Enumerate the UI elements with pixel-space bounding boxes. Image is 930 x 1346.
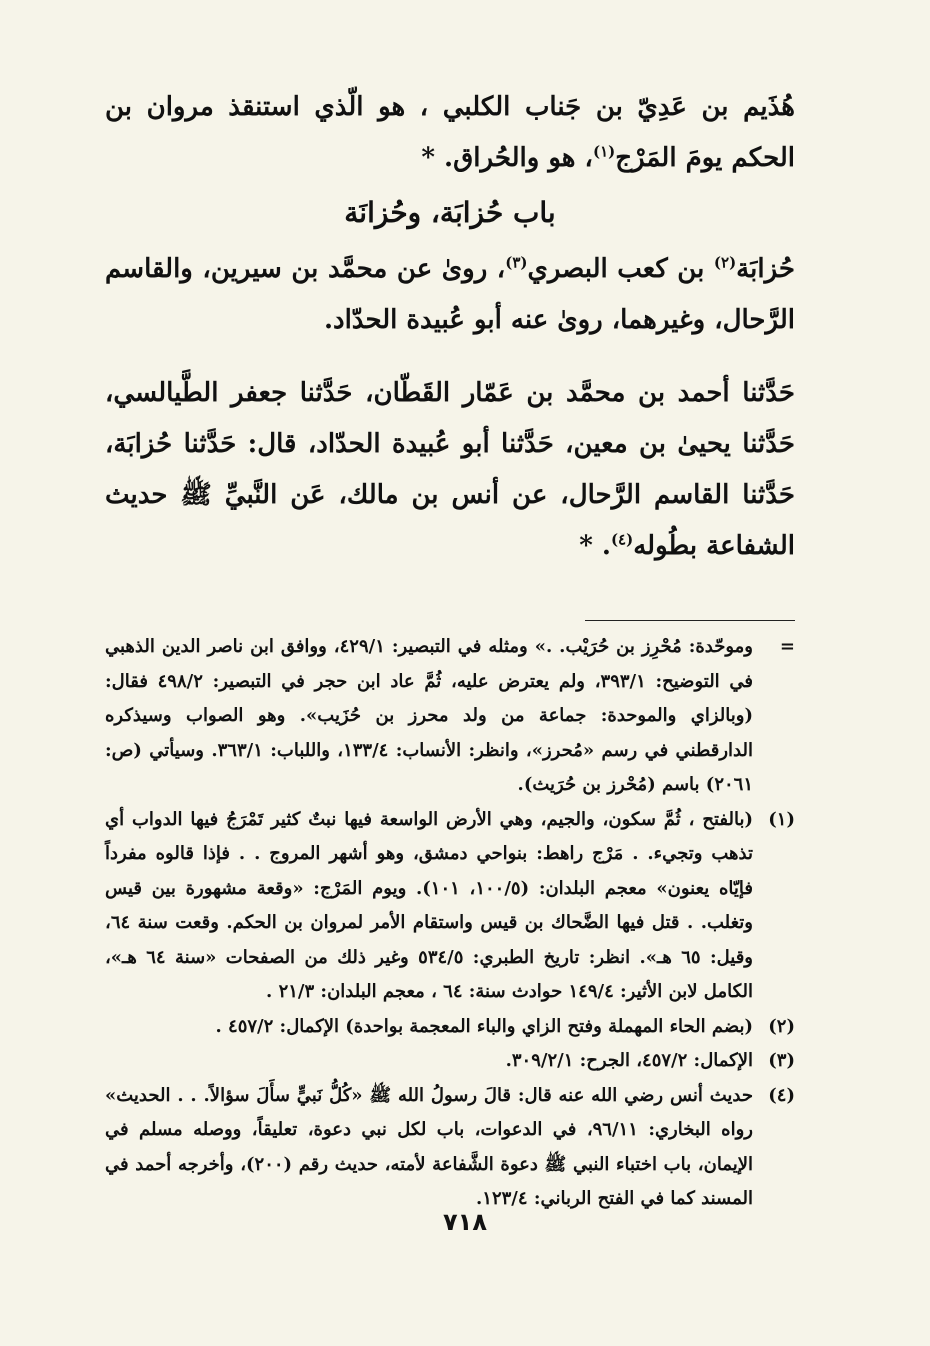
- footnote-marker: (١): [768, 808, 795, 830]
- main-text: [105, 82, 795, 572]
- paragraph-huzaba: [105, 244, 795, 346]
- footnote-ref-2: (٢): [713, 253, 737, 272]
- entry-nisba: بن كعب البصري: [527, 254, 714, 284]
- footnote-text: حديث أنس رضي الله عنه قال: قالَ رسولُ الله ﷺ «كُلُّ نَبيٍّ سأَلَ سؤالاً. . . الحديث» رواه البخاري: ٩٦/١١، في الدعوات، باب لكل نبي دعوة، تعليقاً، ووصله مسلم في الإيمان، باب اختباء النبي ﷺ دعوة الشَّفاعة لأمته، حديث رقم (٢٠٠)، وأخرجه أحمد في المسند كما في الفتح الرباني: ١٢٣/٤.: [105, 1084, 754, 1209]
- footnote-4: [105, 1079, 795, 1217]
- chapter-heading: باب حُزابَة، وحُزانَة: [344, 196, 556, 229]
- footnotes: [105, 630, 795, 1217]
- footnote-ref-4: (٤): [610, 530, 634, 549]
- paragraph-text: هُذَيم بن عَدِيّ بن جَناب الكلبي ، هو الّذي استنقذ مروان بن الحكم يومَ المَرْج: [105, 92, 795, 173]
- document-page: [105, 82, 795, 1209]
- footnote-text: وموحّدة: مُحْرِز بن حُرَيْب. .» ومثله في التبصير: ٤٢٩/١، ووافق ابن ناصر الدين الذهبي في التوضيح: ٣٩٣/١، ولم يعترض عليه، ثُمَّ عاد ابن حجر في التبصير: ٤٩٨/٢ فقال: (وبالزاي والموحدة: جماعة من ولد محرز بن حُزَيب». وهو الصواب وسيذكره الدارقطني في رسم «مُحرز»، وانظر: الأنساب: ١٣٣/٤، واللباب: ٣٦٣/١. وسيأتي (ص: ٢٠٦١) باسم (مُحْرز بن حُرَيث).: [105, 636, 753, 795]
- footnote-1: [105, 803, 795, 1010]
- paragraph-hudhaym: [105, 82, 795, 184]
- footnote-3: [105, 1044, 795, 1079]
- entry-description: ، روىٰ عن محمَّد بن سيرين، والقاسم الرَّحال، وغيرهما، روىٰ عنه أبو عُبيدة الحدّاد.: [105, 254, 795, 335]
- footnote-marker: =: [779, 636, 795, 657]
- footnote-continued: [105, 630, 795, 803]
- footnote-ref-3: (٣): [505, 253, 528, 272]
- footnote-marker: (٢): [768, 1015, 795, 1037]
- footnote-marker: (٤): [768, 1084, 795, 1106]
- isnad-text: حَدَّثنا أحمد بن محمَّد بن عَمّار القَطّان، حَدَّثنا جعفر الطَّيالسي، حَدَّثنا يحيىٰ بن معين، حَدَّثنا أبو عُبيدة الحدّاد، قال: حَدَّثنا حُزابَة، حَدَّثنا القاسم الرَّحال، عن أنس بن مالك، عَن النَّبيِّ ﷺ حديث الشفاعة بطُوله: [105, 378, 795, 561]
- footnote-text: (بالفتح ، ثُمَّ سكون، والجيم، وهي الأرض الواسعة فيها نبتٌ كثير تَمْرَجُ فيها الدواب أي تذهب وتجيء. . مَرْج راهط: بنواحي دمشق، وهو أشهر المروج . . فإذا قالوه مفرداً فإيّاه يعنون» معجم البلدان: (١٠٠/٥، ١٠١). ويوم المَرْج: «وقعة مشهورة بين قيس وتغلب. . قتل فيها الضَّحاك بن قيس واستقام الأمر لمروان بن الحكم. وقعت سنة ٦٤، وقيل: ٦٥ هـ». انظر: تاريخ الطبري: ٥٣٤/٥ وغير ذلك من الصفحات «سنة ٦٤ هـ»، الكامل لابن الأثير: ١٤٩/٤ حوادث سنة: ٦٤ ، معجم البلدان: ٢١/٣ .: [105, 808, 753, 1002]
- footnote-2: [105, 1010, 795, 1045]
- footnote-ref-1: (١): [592, 142, 616, 161]
- isnad-end: . *: [579, 531, 611, 561]
- paragraph-isnad: [105, 368, 795, 572]
- footnote-separator: [585, 620, 795, 621]
- footnote-text: الإكمال: ٤٥٧/٢، الجرح: ٣٠٩/٢/١.: [505, 1050, 753, 1071]
- page-number: ٧١٨: [443, 1208, 487, 1236]
- footnote-text: (بضم الحاء المهملة وفتح الزاي والباء المعجمة بواحدة) الإكمال: ٤٥٧/٢ .: [215, 1015, 753, 1037]
- paragraph-text-end: ، هو والحُراق. *: [421, 143, 593, 173]
- footnote-marker: (٣): [768, 1050, 795, 1071]
- entry-name: حُزابَة: [736, 254, 795, 284]
